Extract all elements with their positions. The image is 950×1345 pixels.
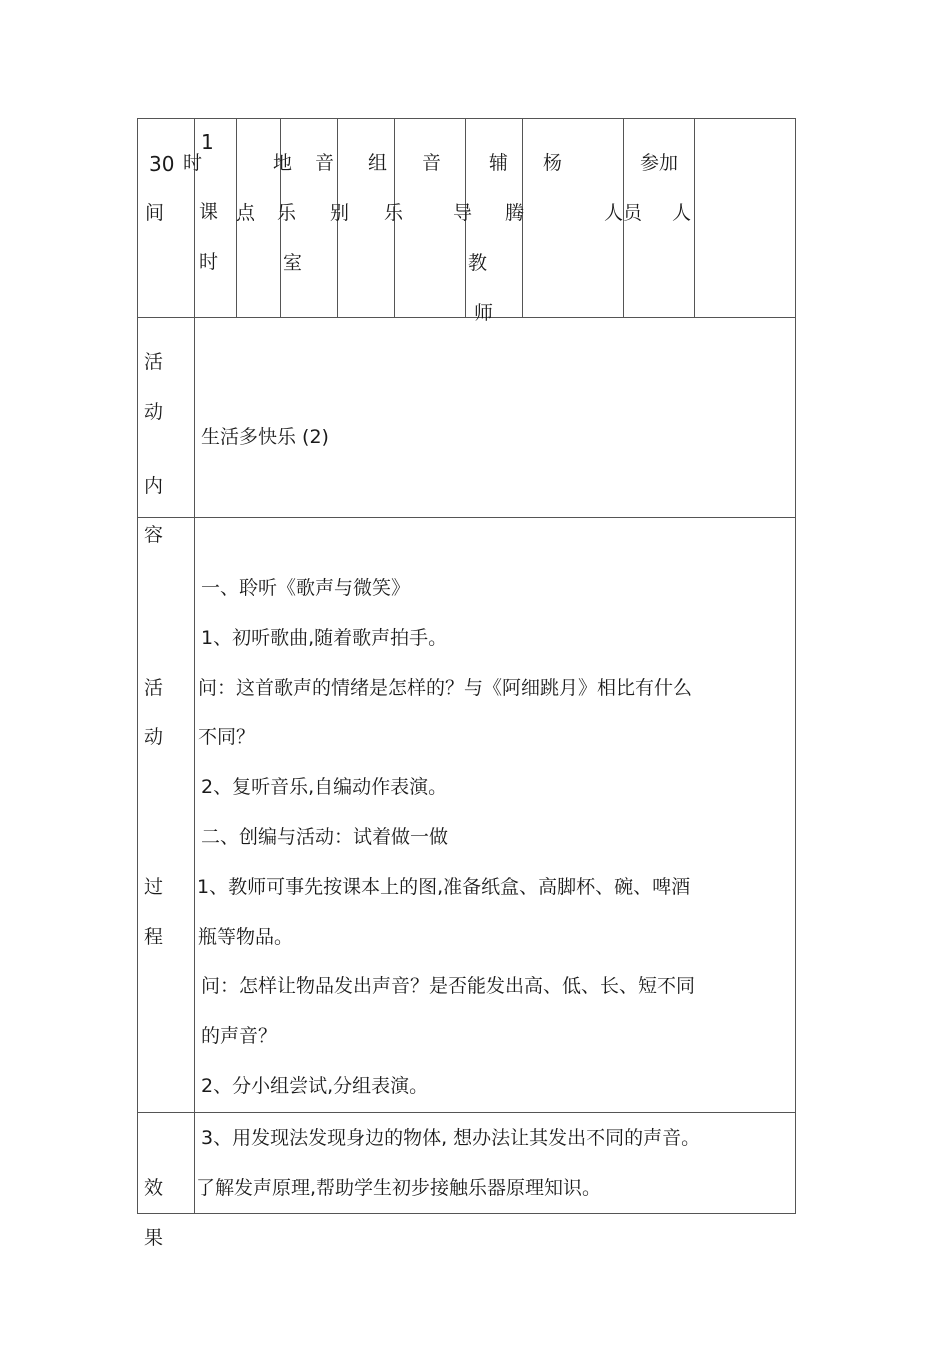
label-char: 杨 bbox=[543, 152, 563, 174]
process-line: 瓶等物品。 bbox=[198, 926, 294, 948]
table-rule bbox=[137, 517, 796, 518]
process-line: 3、用发现法发现身边的物体, 想办法让其发出不同的声音。 bbox=[201, 1127, 701, 1149]
participants-value: 人 bbox=[672, 202, 692, 224]
process-line: 一、聆听《歌声与微笑》 bbox=[201, 577, 411, 599]
effect-text: 了解发声原理,帮助学生初步接触乐器原理知识。 bbox=[196, 1177, 602, 1199]
table-rule bbox=[194, 118, 195, 1214]
label-char: 活 bbox=[144, 351, 164, 373]
label-char: 时 bbox=[199, 251, 219, 273]
label-char: 室 bbox=[283, 252, 303, 274]
table-rule bbox=[694, 118, 695, 318]
effect-label bbox=[144, 1179, 174, 1249]
label-char: 腾 bbox=[505, 202, 525, 224]
label-char: 参加 bbox=[640, 152, 679, 174]
label-char: 效 bbox=[144, 1177, 164, 1199]
teacher-value bbox=[505, 154, 575, 224]
teacher-label bbox=[453, 154, 513, 324]
time-value: 30 bbox=[149, 152, 175, 176]
label-char: 点 bbox=[236, 202, 256, 224]
process-line: 问：这首歌声的情绪是怎样的？与《阿细跳月》相比有什么 bbox=[198, 677, 693, 699]
label-char: 内 bbox=[144, 475, 164, 497]
label-char: 人员 bbox=[604, 202, 643, 224]
label-char: 动 bbox=[144, 726, 164, 748]
label-char: 活 bbox=[144, 677, 164, 699]
label-char: 时 bbox=[183, 152, 203, 174]
label-char: 别 bbox=[330, 202, 350, 224]
process-line: 2、复听音乐,自编动作表演。 bbox=[201, 776, 448, 798]
process-line: 1、教师可事先按课本上的图,准备纸盒、高脚杯、碗、啤酒 bbox=[197, 876, 691, 898]
content-text: 生活多快乐 (2) bbox=[201, 426, 329, 448]
process-line: 1、初听歌曲,随着歌声拍手。 bbox=[201, 627, 448, 649]
label-char: 音 bbox=[422, 152, 442, 174]
process-line: 二、创编与活动：试着做一做 bbox=[201, 826, 449, 848]
hours-label bbox=[199, 203, 229, 273]
content-label bbox=[144, 353, 174, 553]
label-char: 乐 bbox=[277, 202, 297, 224]
table-rule bbox=[137, 1112, 796, 1113]
process-line: 不同？ bbox=[198, 726, 256, 748]
hours-value: 1 bbox=[201, 130, 214, 154]
label-char: 辅 bbox=[489, 152, 509, 174]
label-char: 间 bbox=[145, 202, 165, 224]
label-char: 教 bbox=[468, 252, 488, 274]
process-label bbox=[144, 677, 174, 948]
label-char: 过 bbox=[144, 876, 164, 898]
label-char: 音 bbox=[315, 152, 335, 174]
process-line: 2、分小组尝试,分组表演。 bbox=[201, 1075, 429, 1097]
label-char: 乐 bbox=[384, 202, 404, 224]
place-value bbox=[277, 154, 337, 274]
label-char: 课 bbox=[199, 201, 219, 223]
label-char: 容 bbox=[144, 524, 164, 546]
label-char: 程 bbox=[144, 926, 164, 948]
table-rule bbox=[137, 118, 138, 1214]
label-char: 组 bbox=[368, 152, 388, 174]
label-char: 动 bbox=[144, 401, 164, 423]
label-char: 导 bbox=[453, 202, 473, 224]
label-char: 师 bbox=[474, 302, 494, 324]
time-label bbox=[145, 154, 205, 224]
table-rule bbox=[137, 1213, 796, 1214]
label-char: 地 bbox=[273, 152, 293, 174]
table-rule bbox=[795, 118, 796, 1214]
group-value bbox=[384, 154, 444, 224]
label-char: 果 bbox=[144, 1227, 164, 1249]
process-line: 的声音？ bbox=[201, 1025, 278, 1047]
group-label bbox=[330, 154, 390, 224]
process-line: 问：怎样让物品发出声音？是否能发出高、低、长、短不同 bbox=[201, 975, 696, 997]
